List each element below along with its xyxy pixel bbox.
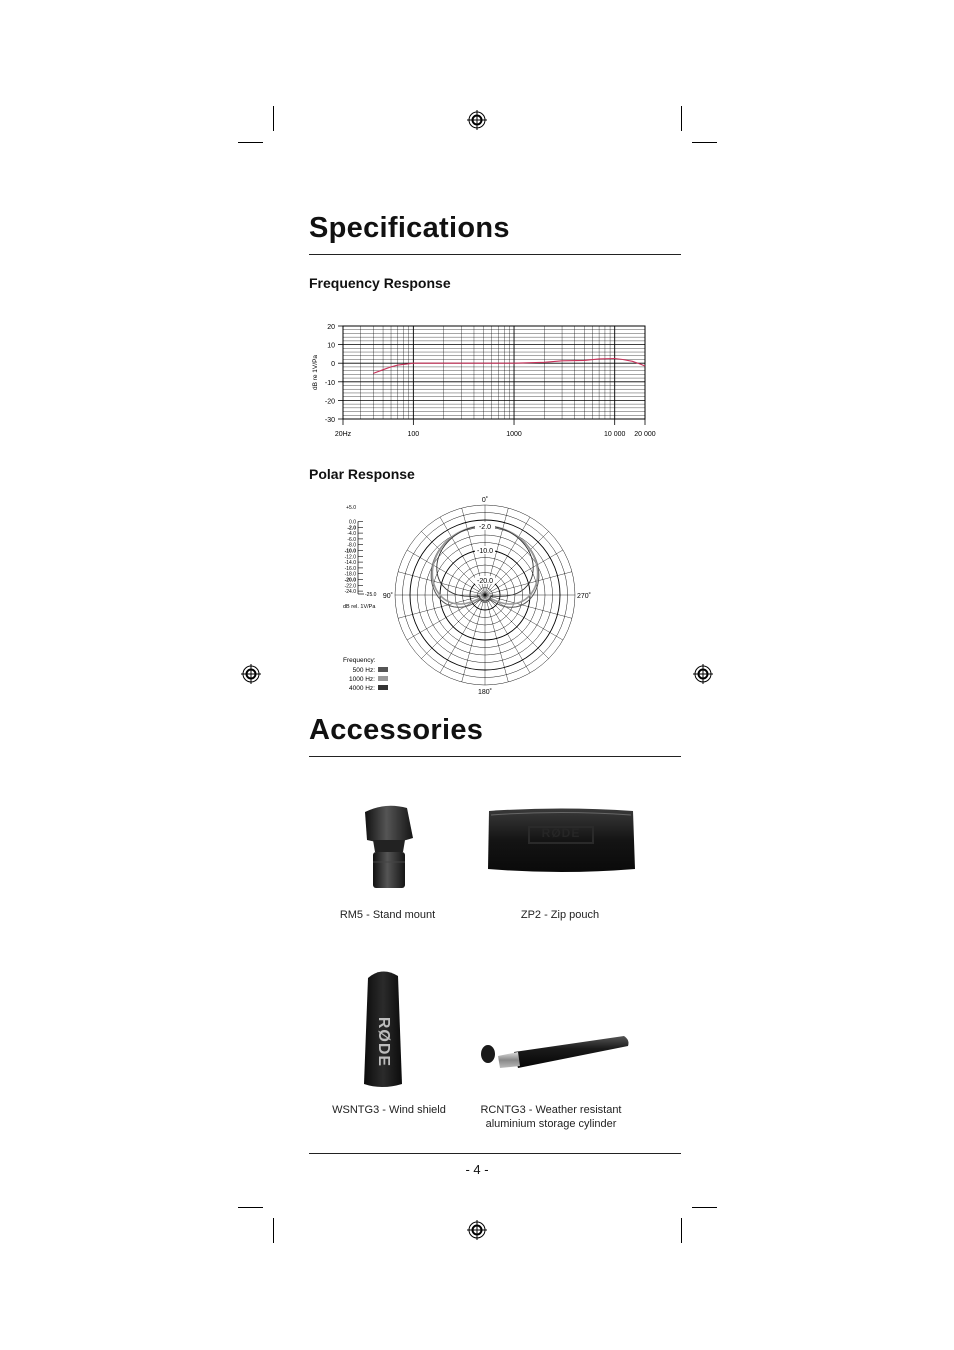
angle-label: 0˚ (481, 497, 489, 504)
crop-mark (681, 106, 682, 131)
legend-label: 1000 Hz: (348, 676, 375, 683)
scale-label: -6.0 (347, 536, 356, 543)
frequency-response-heading: Frequency Response (309, 275, 451, 291)
scale-label: -2.0 (347, 525, 356, 532)
title-rule (309, 756, 681, 757)
legend-label: 4000 Hz: (348, 685, 375, 692)
scale-label: -25.0 (365, 592, 377, 598)
registration-mark-icon (693, 664, 713, 684)
zip-pouch-image (485, 805, 637, 877)
y-tick-label: -20 (324, 398, 335, 406)
scale-label: +5.0 (346, 505, 356, 511)
section-title-specifications: Specifications (309, 212, 510, 244)
legend-swatch (378, 685, 388, 690)
polar-response-chart (330, 490, 620, 700)
scale-label: -4.0 (347, 531, 356, 538)
angle-label: 90˚ (382, 593, 393, 600)
y-tick-label: 20 (327, 324, 335, 331)
x-tick-label: 10 000 (603, 431, 626, 438)
scale-label: -12.0 (344, 554, 356, 561)
crop-mark (692, 1207, 717, 1208)
registration-mark-icon (467, 110, 487, 130)
scale-label: -14.0 (344, 560, 356, 567)
ring-label: -10.0 (477, 548, 493, 555)
registration-mark-icon (467, 1220, 487, 1240)
y-tick-label: -30 (324, 417, 335, 424)
storage-cylinder-image (476, 1028, 632, 1074)
accessory-caption: ZP2 - Zip pouch (520, 909, 600, 921)
scale-label: -22.0 (344, 583, 356, 590)
accessory-caption: RM5 - Stand mount (339, 909, 436, 921)
angle-label: 270˚ (577, 593, 592, 600)
frequency-response-chart (300, 315, 670, 445)
legend-title: Frequency: (343, 657, 376, 664)
scale-label: -16.0 (344, 565, 356, 572)
scale-label: -10.0 (344, 548, 356, 555)
crop-mark (238, 142, 263, 143)
ring-label: -2.0 (478, 524, 492, 531)
scale-label: -8.0 (347, 542, 356, 549)
x-tick-label: 20Hz (334, 431, 352, 438)
scale-label: -24.0 (344, 589, 356, 596)
y-tick-label: -10 (324, 379, 335, 387)
scale-label: -18.0 (344, 571, 356, 578)
footer-rule (309, 1153, 681, 1154)
x-tick-label: 20 000 (634, 431, 656, 438)
stand-mount-image (355, 800, 425, 895)
legend-swatch (378, 667, 388, 672)
x-tick-label: 100 (407, 431, 420, 438)
legend-label: 500 Hz: (352, 667, 375, 674)
wind-shield-logo: RØDE (375, 1016, 392, 1068)
y-tick-label: 0 (331, 361, 335, 369)
section-title-accessories: Accessories (309, 714, 484, 746)
crop-mark (692, 142, 717, 143)
scale-unit-label: dB rel. 1V/Pa (343, 604, 376, 610)
accessory-caption: RCNTG3 - Weather resistant aluminium storage cylinder (480, 1104, 622, 1130)
legend-swatch (378, 676, 388, 681)
x-tick-label: 1000 (506, 431, 522, 438)
scale-label: 0.0 (349, 519, 356, 526)
crop-mark (273, 106, 274, 131)
page-number: - 4 - (465, 1162, 489, 1177)
polar-response-heading: Polar Response (309, 466, 415, 482)
y-axis-label: dB re 1V/Pa (312, 354, 319, 391)
title-rule (309, 254, 681, 255)
registration-mark-icon (241, 664, 261, 684)
plot-area (343, 326, 645, 419)
crop-mark (238, 1207, 263, 1208)
angle-label: 180˚ (477, 689, 493, 696)
ring-label: -20.0 (477, 578, 493, 585)
pouch-logo: RØDE (541, 826, 581, 840)
crop-mark (681, 1218, 682, 1243)
crop-mark (273, 1218, 274, 1243)
y-tick-label: 10 (327, 342, 335, 350)
scale-label: -20.0 (344, 577, 356, 584)
accessory-caption: WSNTG3 - Wind shield (332, 1104, 446, 1116)
